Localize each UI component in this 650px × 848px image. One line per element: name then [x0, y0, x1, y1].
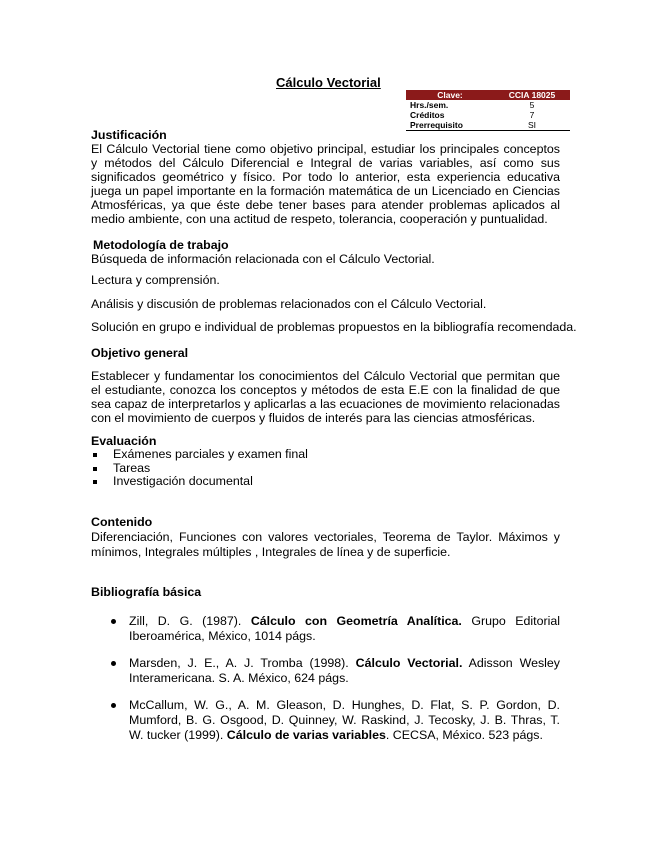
- metodologia-item: Análisis y discusión de problemas relacionados con el Cálculo Vectorial.: [91, 297, 487, 311]
- section-text: Diferenciación, Funciones con valores vectoriales, Teorema de Taylor. Máximos y mínimos, Integrales múltiples , Integrales de línea y de superficie.: [91, 530, 560, 559]
- list-item: Tareas: [91, 462, 560, 476]
- info-key: Prerrequisito: [406, 120, 494, 131]
- section-heading: Metodología de trabajo: [93, 238, 229, 252]
- bib-title: Cálculo con Geometría Analítica.: [250, 614, 462, 628]
- metodologia-item: Búsqueda de información relacionada con el Cálculo Vectorial.: [91, 252, 435, 266]
- evaluacion-list: [91, 448, 560, 489]
- course-info-table: [406, 90, 570, 131]
- list-item: [91, 698, 560, 743]
- section-text: El Cálculo Vectorial tiene como objetivo principal, estudiar los principales conceptos y métodos del Cálculo Diferencial e Integral de varias variables, así como sus significados geométrico y físico. Por todo lo anterior, esta experiencia educativa juega un papel importante en la formación matemática de un Licenciado en Ciencias Atmosféricas, ya que éste debe tener bases para atender problemas aplicados al medio ambiente, con una actitud de respeto, tolerancia, cooperación y puntualidad.: [91, 142, 560, 226]
- info-row: [406, 110, 570, 120]
- bib-text: McCallum, W. G., A. M. Gleason, D. Hunghes, D. Flat, S. P. Gordon, D. Mumford, B. G. Osgood, D. Quinney, W. Raskind, J. Tecosky, J. B. Thras, T. W. tucker (1999).: [129, 698, 560, 742]
- list-item: [91, 614, 560, 644]
- metodologia-item: Solución en grupo e individual de problemas propuestos en la bibliografía recomendada.: [91, 320, 577, 334]
- info-key: Créditos: [410, 110, 445, 120]
- bib-text: Zill, D. G. (1987).: [129, 614, 251, 628]
- bib-text: . CECSA, México. 523 págs.: [385, 728, 543, 742]
- section-heading: Bibliografía básica: [91, 585, 202, 599]
- info-key: Hrs./sem.: [410, 100, 449, 110]
- section-heading: Evaluación: [91, 434, 157, 448]
- info-value: CCIA 18025: [494, 90, 570, 100]
- bibliografia-list: [91, 614, 560, 755]
- page-title: Cálculo Vectorial: [276, 75, 381, 90]
- info-key: Clave:: [406, 90, 494, 100]
- info-value: 7: [529, 110, 535, 120]
- info-value: 5: [529, 100, 535, 110]
- bib-text: Marsden, J. E., A. J. Tromba (1998).: [129, 656, 356, 670]
- info-row: [406, 100, 570, 110]
- section-heading: Objetivo general: [91, 346, 189, 360]
- info-value: SI: [494, 120, 570, 131]
- bib-text: Grupo Editorial Iberoamérica, México, 1014 págs.: [129, 614, 560, 643]
- justificacion-section: [91, 128, 560, 226]
- section-text: Establecer y fundamentar los conocimientos del Cálculo Vectorial que permitan que el estudiante, conozca los conceptos y métodos de esta E.E con la finalidad de que sea capaz de interpretarlos y aplicarlas a las ecuaciones de movimiento relacionadas con el movimiento de cuerpos y fluidos de interés para las ciencias atmosféricas.: [91, 369, 560, 425]
- section-heading: Justificación: [91, 128, 167, 142]
- list-item: [91, 656, 560, 686]
- section-heading: Contenido: [91, 515, 153, 529]
- list-item: Investigación documental: [91, 475, 560, 489]
- info-header-row: [406, 90, 570, 100]
- bib-title: Cálculo Vectorial.: [355, 656, 463, 670]
- bib-title: Cálculo de varias variables: [226, 728, 386, 742]
- list-item: Exámenes parciales y examen final: [91, 448, 560, 462]
- metodologia-item: Lectura y comprensión.: [91, 273, 220, 287]
- bib-text: Adisson Wesley Interamericana. S. A. México, 624 págs.: [129, 656, 560, 685]
